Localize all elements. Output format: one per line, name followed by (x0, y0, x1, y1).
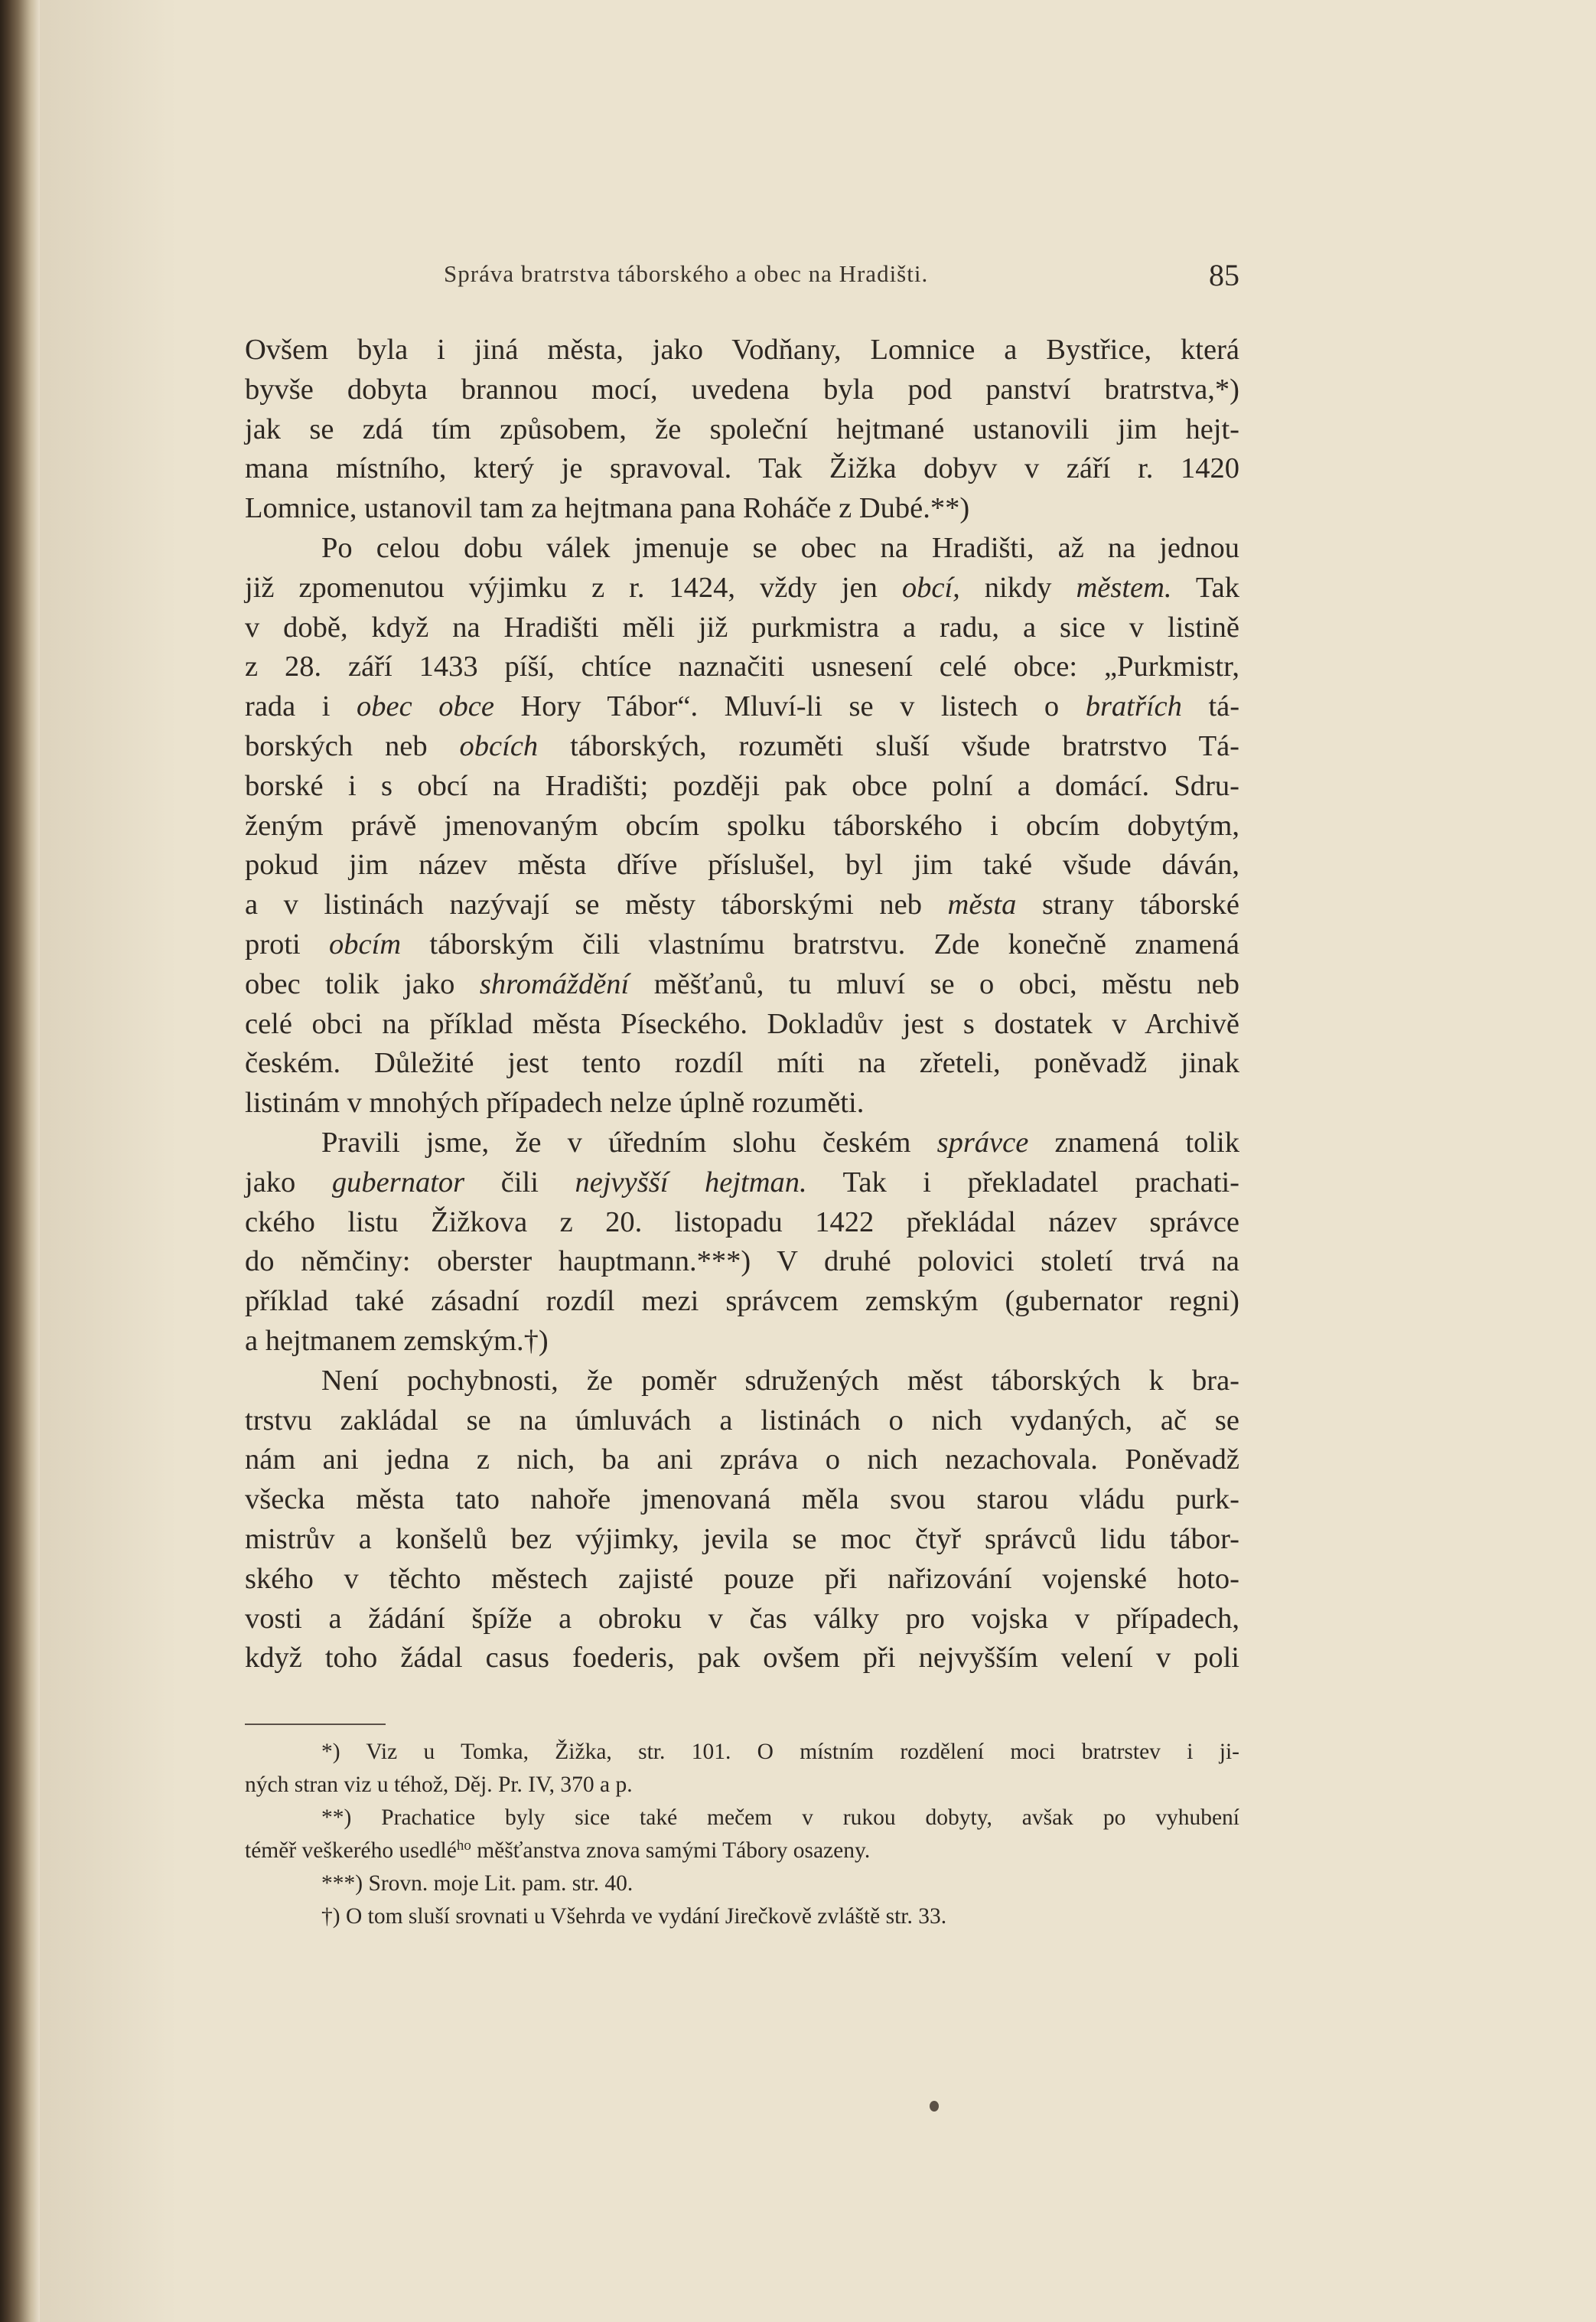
text-line: jak se zdá tím způsobem, že společní hejtmané ustanovili jim hejt- (245, 413, 1239, 445)
text-line: Ovšem byla i jiná města, jako Vodňany, Lomnice a Bystřice, která (245, 334, 1239, 366)
text-line: všecka města tato nahoře jmenovaná měla svou starou vládu purk- (245, 1483, 1239, 1516)
text-line: mistrův a konšelů bez výjimky, jevila se moc čtyř správců lidu tábor- (245, 1522, 1239, 1555)
text-line: Po celou dobu válek jmenuje se obec na Hradišti, až na jednou (321, 531, 1239, 564)
text-segment: čili (500, 1166, 539, 1199)
emphasis: města (947, 889, 1017, 921)
text-line: ženým právě jmenovaným obcím spolku táborského i obcím dobytým, (245, 809, 1239, 842)
text-line (245, 1163, 1239, 1203)
text-line: listinám v mnohých případech nelze úplně rozuměti. (245, 1087, 865, 1120)
emphasis: správce (936, 1126, 1029, 1159)
emphasis: městem. (1076, 571, 1172, 604)
text-line (245, 569, 1239, 608)
text-line (245, 727, 1239, 767)
text-segment: tá- (1208, 690, 1240, 723)
text-segment: již zpomenutou výjimku z r. 1424, vždy jen (245, 571, 878, 604)
book-gutter-shadow (0, 0, 40, 2322)
text-line: borské i s obcí na Hradišti; později pak obce polní a domácí. Sdru- (245, 769, 1239, 802)
text-line: a hejtmanem zemským.†) (245, 1324, 549, 1357)
text-line: pokud jim název města dříve příslušel, byl jim také všude dáván, (245, 849, 1239, 882)
footnote-rule (245, 1724, 386, 1725)
main-text (245, 331, 1239, 1678)
text-segment: táborským čili vlastnímu bratrstvu. Zde konečně znamená (429, 928, 1240, 960)
running-header (245, 260, 1239, 298)
text-segment: Hory Tábor“. Mluví-li se v listech o (520, 690, 1060, 723)
emphasis: bratřích (1085, 690, 1182, 723)
text-line: do němčiny: oberster hauptmann.***) V druhé polovici století trvá na (245, 1245, 1239, 1278)
text-line: z 28. září 1433 píší, chtíce naznačiti usnesení celé obce: „Purkmistr, (245, 651, 1239, 683)
superscript: ho (456, 1838, 471, 1854)
text-segment: borských neb (245, 729, 428, 762)
emphasis: obcím (329, 928, 402, 960)
text-line: příklad také zásadní rozdíl mezi správcem zemským (gubernator regni) (245, 1285, 1239, 1318)
text-segment: a v listinách nazývají se městy táborskými neb (245, 889, 922, 921)
text-segment: obec tolik jako (245, 967, 455, 1000)
text-line (245, 965, 1239, 1005)
text-segment: proti (245, 928, 301, 960)
text-segment: měšťanů, tu mluví se o obci, městu neb (653, 967, 1240, 1000)
emphasis: nejvyšší hejtman. (575, 1166, 807, 1199)
footnote-line: ***) Srovn. moje Lit. pam. str. 40. (321, 1871, 634, 1896)
page-curve-shade (40, 0, 178, 2322)
text-segment: táborských, rozuměti sluší všude bratrstvo Tá- (570, 729, 1240, 762)
paper-speck (930, 2101, 939, 2112)
text-segment: Tak i překladatel prachati- (842, 1166, 1239, 1199)
page-number: 85 (1209, 258, 1239, 292)
text-line: když toho žádal casus foederis, pak ovšem při nejvyšším velení v poli (245, 1642, 1239, 1675)
footnote-line (245, 1834, 1239, 1867)
text-line: nám ani jedna z nich, ba ani zpráva o nich nezachovala. Poněvadž (245, 1443, 1239, 1476)
text-line: Lomnice, ustanovil tam za hejtmana pana Roháče z Dubé.**) (245, 492, 970, 525)
emphasis: obec obce (357, 690, 494, 723)
text-line: celé obci na příklad města Píseckého. Dokladův jest s dostatek v Archivě (245, 1007, 1239, 1040)
text-line (245, 925, 1239, 965)
text-line: Není pochybnosti, že poměr sdružených měst táborských k bra- (321, 1364, 1239, 1397)
text-line: mana místního, který je spravoval. Tak Žižka dobyv v září r. 1420 (245, 452, 1239, 485)
footnote-line: ných stran viz u téhož, Děj. Pr. IV, 370 a p. (245, 1772, 633, 1797)
text-segment: jako (245, 1166, 296, 1199)
text-line (245, 1123, 1239, 1163)
text-line: trstvu zakládal se na úmluvách a listinách o nich vydaných, ač se (245, 1404, 1239, 1437)
text-segment: nikdy (984, 571, 1052, 604)
text-line (245, 885, 1239, 925)
text-line: ckého listu Žižkova z 20. listopadu 1422 překládal název správce (245, 1205, 1239, 1238)
header-title: Správa bratrstva táborského a obec na Hradišti. (444, 260, 929, 287)
text-segment: strany táborské (1041, 889, 1240, 921)
text-segment: Tak (1195, 571, 1240, 604)
text-segment: Pravili jsme, že v úředním slohu českém (321, 1126, 911, 1159)
text-line: byvše dobyta brannou mocí, uvedena byla pod panství bratrstva,*) (245, 373, 1239, 406)
text-line: ského v těchto městech zajisté pouze při nařizování vojenské hoto- (245, 1562, 1239, 1595)
text-segment: rada i (245, 690, 331, 723)
footnote-line: **) Prachatice byly sice také mečem v rukou dobyty, avšak po vyhubení (321, 1805, 1239, 1830)
text-line: českém. Důležité jest tento rozdíl míti na zřeteli, poněvadž jinak (245, 1047, 1239, 1080)
text-segment: téměř veškerého usedlé (245, 1838, 457, 1863)
footnotes (245, 1736, 1239, 1933)
text-line (245, 687, 1239, 727)
text-segment: znamená tolik (1054, 1126, 1239, 1159)
text-line: vosti a žádání špíže a obroku v čas války pro vojska v případech, (245, 1602, 1239, 1635)
emphasis: obcí, (901, 571, 960, 604)
footnote-line: *) Viz u Tomka, Žižka, str. 101. O místním rozdělení moci bratrstev i ji- (321, 1740, 1239, 1764)
emphasis: gubernator (331, 1166, 465, 1199)
emphasis: shromáždění (479, 967, 630, 1000)
text-line: v době, když na Hradišti měli již purkmistra a radu, a sice v listině (245, 611, 1239, 644)
footnote-line: †) O tom sluší srovnati u Všehrda ve vydání Jirečkově zvláště str. 33. (321, 1904, 947, 1929)
emphasis: obcích (459, 729, 539, 762)
text-segment: měšťanstva znova samými Tábory osazeny. (477, 1838, 871, 1863)
